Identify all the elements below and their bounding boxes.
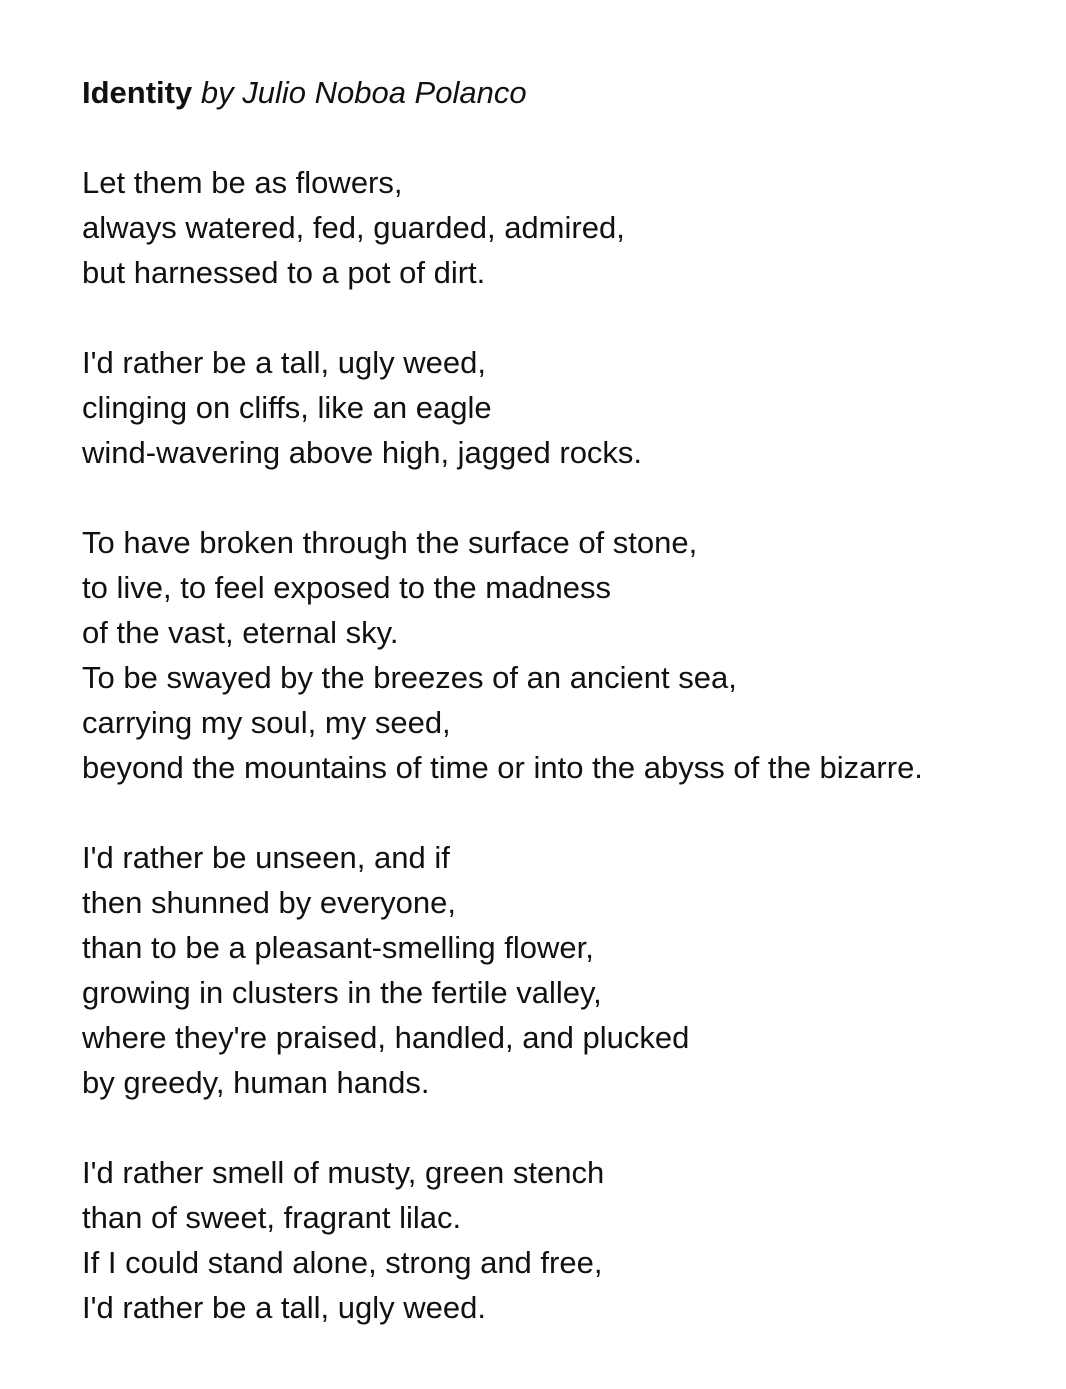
poem-line: To be swayed by the breezes of an ancient sea, [82,660,737,695]
stanza-3 [82,520,1042,790]
poem-line: than to be a pleasant-smelling flower, [82,930,594,965]
stanza-5 [82,1150,1042,1330]
poem-line: but harnessed to a pot of dirt. [82,255,486,290]
stanza-2 [82,340,1042,475]
poem-line: always watered, fed, guarded, admired, [82,210,625,245]
poem-line: clinging on cliffs, like an eagle [82,390,492,425]
poem-line: I'd rather be unseen, and if [82,840,450,875]
stanza-4 [82,835,1042,1105]
poem-line: than of sweet, fragrant lilac. [82,1200,462,1235]
poem-line: I'd rather be a tall, ugly weed, [82,345,486,380]
poem-line: If I could stand alone, strong and free, [82,1245,603,1280]
poem-line: wind-wavering above high, jagged rocks. [82,435,643,470]
poem-heading [82,70,1042,115]
poem-line: I'd rather be a tall, ugly weed. [82,1290,486,1325]
poem-page [82,70,1042,1375]
stanza-1 [82,160,1042,295]
poem-line: then shunned by everyone, [82,885,456,920]
poem-line: carrying my soul, my seed, [82,705,451,740]
poem-line: beyond the mountains of time or into the abyss of the bizarre. [82,750,923,785]
poem-title: Identity [82,75,193,110]
poem-line: to live, to feel exposed to the madness [82,570,612,605]
poem-line: where they're praised, handled, and plucked [82,1020,690,1055]
poem-author: by Julio Noboa Polanco [200,75,527,110]
poem-line: by greedy, human hands. [82,1065,430,1100]
poem-line: To have broken through the surface of stone, [82,525,698,560]
poem-line: growing in clusters in the fertile valley, [82,975,602,1010]
poem-line: Let them be as flowers, [82,165,403,200]
poem-line: of the vast, eternal sky. [82,615,399,650]
poem-line: I'd rather smell of musty, green stench [82,1155,605,1190]
